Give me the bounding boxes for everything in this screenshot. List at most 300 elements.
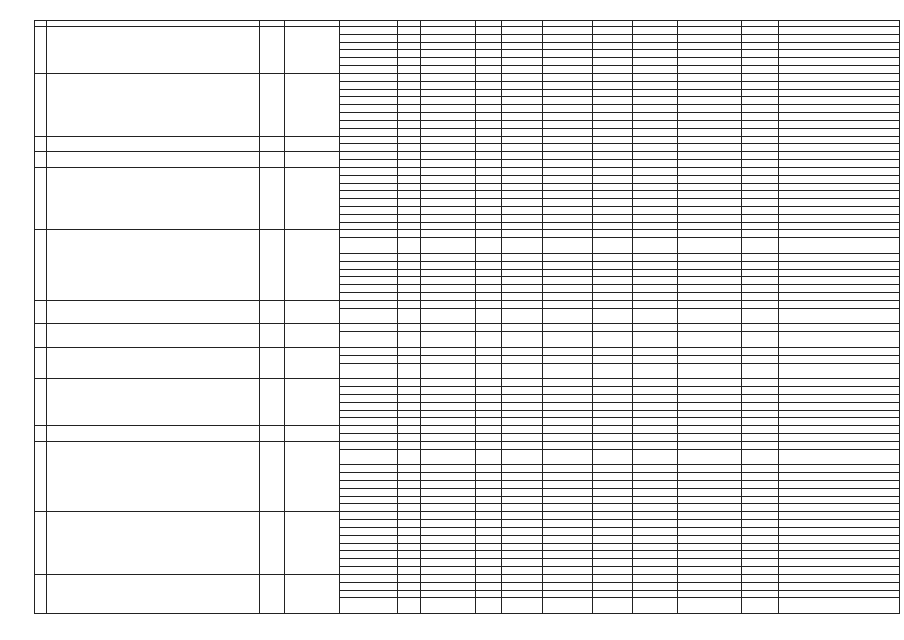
record-area-71 bbox=[286, 511, 337, 574]
record-address-64 bbox=[48, 229, 257, 299]
cell-row63-4-col11 bbox=[594, 190, 630, 198]
cell-row71-8-col11 bbox=[594, 566, 630, 574]
cell-row60-1-col6 bbox=[399, 73, 418, 81]
cell-row60-3-col12 bbox=[634, 89, 675, 97]
cell-row70-5-col13 bbox=[679, 480, 739, 488]
cell-row61-2-col12 bbox=[634, 143, 675, 151]
cell-row71-6-col14 bbox=[743, 550, 776, 558]
record-area-59 bbox=[286, 26, 337, 73]
record-number-65 bbox=[36, 300, 44, 323]
cell-row60-2-col12 bbox=[634, 81, 675, 89]
cell-row70-1-col10 bbox=[544, 441, 590, 449]
cell-row67-2-col11 bbox=[594, 355, 630, 363]
cell-row60-2-col10 bbox=[544, 81, 590, 89]
cell-row71-2-col15 bbox=[780, 519, 897, 527]
cell-row63-8-col5 bbox=[341, 222, 395, 230]
cell-row68-5-col13 bbox=[679, 410, 739, 418]
cell-row64-5-col15 bbox=[780, 269, 897, 277]
cell-row67-1-col12 bbox=[634, 347, 675, 355]
cell-row63-5-col15 bbox=[780, 198, 897, 206]
cell-row67-3-col5 bbox=[341, 363, 395, 379]
cell-row71-2-col8 bbox=[477, 519, 499, 527]
cell-row60-5-col12 bbox=[634, 104, 675, 112]
cell-row72-1-col13 bbox=[679, 574, 739, 582]
cell-row67-3-col7 bbox=[422, 363, 473, 379]
cell-row65-2-col10 bbox=[544, 308, 590, 324]
cell-row62-1-col8 bbox=[477, 151, 499, 159]
cell-row72-3-col13 bbox=[679, 590, 739, 598]
cell-row63-2-col5 bbox=[341, 175, 395, 183]
cell-row68-3-col15 bbox=[780, 394, 897, 402]
cell-row64-1-col10 bbox=[544, 229, 590, 237]
cell-row59-3-col11 bbox=[594, 42, 630, 50]
cell-row72-1-col8 bbox=[477, 574, 499, 582]
record-area-64 bbox=[286, 229, 337, 299]
cell-row59-3-col15 bbox=[780, 42, 897, 50]
cell-row59-4-col11 bbox=[594, 49, 630, 57]
record-address-71 bbox=[48, 511, 257, 574]
cell-row68-4-col11 bbox=[594, 402, 630, 410]
cell-row64-6-col15 bbox=[780, 276, 897, 284]
cell-row61-2-col8 bbox=[477, 143, 499, 151]
cell-row63-8-col12 bbox=[634, 222, 675, 230]
cell-row66-2-col12 bbox=[634, 331, 675, 347]
cell-row71-1-col13 bbox=[679, 511, 739, 519]
cell-row65-2-col12 bbox=[634, 308, 675, 324]
cell-row69-1-col9 bbox=[503, 425, 540, 433]
cell-row67-1-col9 bbox=[503, 347, 540, 355]
cell-row59-1-col12 bbox=[634, 26, 675, 34]
cell-row62-2-col13 bbox=[679, 159, 739, 167]
cell-row62-1-col13 bbox=[679, 151, 739, 159]
cell-row68-5-col11 bbox=[594, 410, 630, 418]
cell-row61-1-col5 bbox=[341, 136, 395, 144]
cell-row71-2-col14 bbox=[743, 519, 776, 527]
cell-row60-7-col15 bbox=[780, 120, 897, 128]
cell-row59-1-col11 bbox=[594, 26, 630, 34]
cell-row64-1-col14 bbox=[743, 229, 776, 237]
cell-row68-6-col15 bbox=[780, 417, 897, 425]
cell-row59-4-col14 bbox=[743, 49, 776, 57]
record-flats-67 bbox=[261, 347, 282, 378]
cell-row63-8-col15 bbox=[780, 222, 897, 230]
cell-row60-8-col14 bbox=[743, 128, 776, 136]
cell-row63-6-col10 bbox=[544, 206, 590, 214]
record-address-63 bbox=[48, 167, 257, 230]
cell-row63-3-col14 bbox=[743, 183, 776, 191]
cell-row64-2-col14 bbox=[743, 237, 776, 253]
cell-row60-2-col11 bbox=[594, 81, 630, 89]
cell-row64-4-col15 bbox=[780, 261, 897, 269]
cell-row71-1-col10 bbox=[544, 511, 590, 519]
cell-row72-3-col11 bbox=[594, 590, 630, 598]
cell-row68-5-col14 bbox=[743, 410, 776, 418]
cell-row70-6-col12 bbox=[634, 488, 675, 496]
cell-row68-5-col15 bbox=[780, 410, 897, 418]
cell-row64-7-col15 bbox=[780, 284, 897, 292]
cell-row63-5-col14 bbox=[743, 198, 776, 206]
cell-row70-3-col8 bbox=[477, 464, 499, 472]
cell-row60-3-col11 bbox=[594, 89, 630, 97]
cell-row66-2-col11 bbox=[594, 331, 630, 347]
cell-row68-2-col10 bbox=[544, 386, 590, 394]
cell-row72-2-col15 bbox=[780, 582, 897, 590]
cell-row59-1-col13 bbox=[679, 26, 739, 34]
cell-row71-5-col10 bbox=[544, 543, 590, 551]
cell-row71-1-col5 bbox=[341, 511, 395, 519]
cell-row66-2-col15 bbox=[780, 331, 897, 347]
cell-row59-4-col5 bbox=[341, 49, 395, 57]
column-line-1 bbox=[46, 20, 47, 614]
cell-row63-6-col12 bbox=[634, 206, 675, 214]
cell-row63-3-col13 bbox=[679, 183, 739, 191]
record-flats-63 bbox=[261, 167, 282, 230]
cell-row71-1-col14 bbox=[743, 511, 776, 519]
cell-row64-8-col12 bbox=[634, 292, 675, 300]
cell-row63-3-col7 bbox=[422, 183, 473, 191]
cell-row64-4-col12 bbox=[634, 261, 675, 269]
cell-row71-5-col11 bbox=[594, 543, 630, 551]
cell-row62-2-col15 bbox=[780, 159, 897, 167]
cell-row69-1-col8 bbox=[477, 425, 499, 433]
column-header-9 bbox=[503, 20, 540, 26]
cell-row67-1-col15 bbox=[780, 347, 897, 355]
cell-row70-8-col14 bbox=[743, 503, 776, 511]
cell-row70-8-col13 bbox=[679, 503, 739, 511]
cell-row70-2-col8 bbox=[477, 449, 499, 465]
cell-row69-1-col5 bbox=[341, 425, 395, 433]
cell-row71-6-col13 bbox=[679, 550, 739, 558]
cell-row71-6-col10 bbox=[544, 550, 590, 558]
cell-row72-3-col12 bbox=[634, 590, 675, 598]
cell-row62-2-col12 bbox=[634, 159, 675, 167]
cell-row71-8-col10 bbox=[544, 566, 590, 574]
cell-row59-6-col11 bbox=[594, 65, 630, 73]
cell-row59-6-col5 bbox=[341, 65, 395, 73]
cell-row68-2-col12 bbox=[634, 386, 675, 394]
cell-row65-2-col11 bbox=[594, 308, 630, 324]
cell-row65-1-col15 bbox=[780, 300, 897, 308]
cell-row68-4-col5 bbox=[341, 402, 395, 410]
cell-row72-4-col12 bbox=[634, 597, 675, 613]
cell-row68-2-col14 bbox=[743, 386, 776, 394]
column-line-6 bbox=[420, 20, 421, 614]
cell-row59-6-col14 bbox=[743, 65, 776, 73]
cell-row60-3-col10 bbox=[544, 89, 590, 97]
cell-row60-8-col5 bbox=[341, 128, 395, 136]
cell-row67-2-col8 bbox=[477, 355, 499, 363]
record-flats-66 bbox=[261, 323, 282, 346]
cell-row71-7-col5 bbox=[341, 558, 395, 566]
cell-row72-1-col12 bbox=[634, 574, 675, 582]
cell-row68-1-col8 bbox=[477, 378, 499, 386]
cell-row64-1-col9 bbox=[503, 229, 540, 237]
cell-row62-2-col8 bbox=[477, 159, 499, 167]
record-address-62 bbox=[48, 151, 257, 167]
cell-row65-2-col14 bbox=[743, 308, 776, 324]
record-area-65 bbox=[286, 300, 337, 323]
cell-row60-4-col13 bbox=[679, 96, 739, 104]
cell-row64-2-col5 bbox=[341, 237, 395, 253]
cell-row71-3-col13 bbox=[679, 527, 739, 535]
cell-row68-3-col12 bbox=[634, 394, 675, 402]
cell-row60-5-col5 bbox=[341, 104, 395, 112]
cell-row70-1-col12 bbox=[634, 441, 675, 449]
cell-row71-4-col12 bbox=[634, 535, 675, 543]
cell-row68-3-col5 bbox=[341, 394, 395, 402]
record-address-67 bbox=[48, 347, 257, 378]
cell-row61-1-col6 bbox=[399, 136, 418, 144]
cell-row61-2-col14 bbox=[743, 143, 776, 151]
cell-row65-2-col13 bbox=[679, 308, 739, 324]
cell-row63-3-col6 bbox=[399, 183, 418, 191]
cell-row69-1-col13 bbox=[679, 425, 739, 433]
cell-row63-3-col11 bbox=[594, 183, 630, 191]
cell-row63-1-col7 bbox=[422, 167, 473, 175]
column-line-3 bbox=[284, 20, 285, 614]
cell-row71-1-col15 bbox=[780, 511, 897, 519]
cell-row70-2-col13 bbox=[679, 449, 739, 465]
cell-row63-4-col14 bbox=[743, 190, 776, 198]
cell-row63-5-col12 bbox=[634, 198, 675, 206]
column-line-10 bbox=[592, 20, 593, 614]
cell-row60-3-col15 bbox=[780, 89, 897, 97]
cell-row60-5-col11 bbox=[594, 104, 630, 112]
cell-row71-3-col12 bbox=[634, 527, 675, 535]
cell-row69-2-col8 bbox=[477, 433, 499, 441]
cell-row70-1-col7 bbox=[422, 441, 473, 449]
cell-row64-1-col6 bbox=[399, 229, 418, 237]
cell-row70-2-col12 bbox=[634, 449, 675, 465]
cell-row59-2-col5 bbox=[341, 34, 395, 42]
cell-row67-3-col13 bbox=[679, 363, 739, 379]
cell-row66-2-col14 bbox=[743, 331, 776, 347]
cell-row65-1-col8 bbox=[477, 300, 499, 308]
cell-row71-8-col14 bbox=[743, 566, 776, 574]
cell-row70-1-col5 bbox=[341, 441, 395, 449]
record-number-67 bbox=[36, 347, 44, 378]
cell-row68-4-col13 bbox=[679, 402, 739, 410]
record-flats-70 bbox=[261, 441, 282, 511]
cell-row72-1-col7 bbox=[422, 574, 473, 582]
cell-row70-5-col5 bbox=[341, 480, 395, 488]
cell-row63-2-col11 bbox=[594, 175, 630, 183]
cell-row60-8-col15 bbox=[780, 128, 897, 136]
cell-row66-1-col8 bbox=[477, 323, 499, 331]
cell-row71-6-col5 bbox=[341, 550, 395, 558]
cell-row63-6-col11 bbox=[594, 206, 630, 214]
cell-row60-6-col14 bbox=[743, 112, 776, 120]
cell-row68-6-col11 bbox=[594, 417, 630, 425]
cell-row68-2-col11 bbox=[594, 386, 630, 394]
cell-row60-2-col9 bbox=[503, 81, 540, 89]
cell-row70-3-col5 bbox=[341, 464, 395, 472]
cell-row60-8-col11 bbox=[594, 128, 630, 136]
cell-row60-5-col15 bbox=[780, 104, 897, 112]
cell-row64-5-col10 bbox=[544, 269, 590, 277]
cell-row61-2-col6 bbox=[399, 143, 418, 151]
cell-row70-5-col10 bbox=[544, 480, 590, 488]
cell-row67-1-col7 bbox=[422, 347, 473, 355]
cell-row63-1-col9 bbox=[503, 167, 540, 175]
cell-row68-4-col12 bbox=[634, 402, 675, 410]
column-line-2 bbox=[259, 20, 260, 614]
cell-row63-8-col13 bbox=[679, 222, 739, 230]
cell-row65-1-col14 bbox=[743, 300, 776, 308]
cell-row60-6-col5 bbox=[341, 112, 395, 120]
cell-row72-2-col9 bbox=[503, 582, 540, 590]
cell-row69-2-col12 bbox=[634, 433, 675, 441]
record-flats-68 bbox=[261, 378, 282, 425]
cell-row59-6-col10 bbox=[544, 65, 590, 73]
cell-row60-3-col6 bbox=[399, 89, 418, 97]
cell-row64-3-col13 bbox=[679, 253, 739, 261]
column-line-8 bbox=[501, 20, 502, 614]
cell-row71-6-col11 bbox=[594, 550, 630, 558]
record-area-69 bbox=[286, 425, 337, 441]
cell-row64-1-col8 bbox=[477, 229, 499, 237]
cell-row60-3-col8 bbox=[477, 89, 499, 97]
cell-row65-1-col10 bbox=[544, 300, 590, 308]
cell-row66-1-col5 bbox=[341, 323, 395, 331]
cell-row70-3-col7 bbox=[422, 464, 473, 472]
cell-row60-8-col13 bbox=[679, 128, 739, 136]
cell-row68-4-col14 bbox=[743, 402, 776, 410]
cell-row59-1-col7 bbox=[422, 26, 473, 34]
cell-row72-1-col15 bbox=[780, 574, 897, 582]
cell-row60-1-col12 bbox=[634, 73, 675, 81]
cell-row59-4-col12 bbox=[634, 49, 675, 57]
cell-row64-4-col5 bbox=[341, 261, 395, 269]
cell-row62-2-col6 bbox=[399, 159, 418, 167]
cell-row64-6-col14 bbox=[743, 276, 776, 284]
cell-row69-2-col14 bbox=[743, 433, 776, 441]
cell-row60-2-col15 bbox=[780, 81, 897, 89]
cell-row67-1-col6 bbox=[399, 347, 418, 355]
cell-row60-3-col5 bbox=[341, 89, 395, 97]
cell-row69-1-col7 bbox=[422, 425, 473, 433]
cell-row62-1-col14 bbox=[743, 151, 776, 159]
cell-row72-2-col5 bbox=[341, 582, 395, 590]
cell-row71-3-col10 bbox=[544, 527, 590, 535]
cell-row59-3-col13 bbox=[679, 42, 739, 50]
column-line-7 bbox=[475, 20, 476, 614]
cell-row70-3-col11 bbox=[594, 464, 630, 472]
record-number-64 bbox=[36, 229, 44, 299]
cell-row64-2-col13 bbox=[679, 237, 739, 253]
cell-row63-4-col15 bbox=[780, 190, 897, 198]
cell-row71-4-col14 bbox=[743, 535, 776, 543]
cell-row60-4-col12 bbox=[634, 96, 675, 104]
cell-row70-3-col13 bbox=[679, 464, 739, 472]
cell-row66-1-col13 bbox=[679, 323, 739, 331]
record-number-68 bbox=[36, 378, 44, 425]
record-address-61 bbox=[48, 136, 257, 152]
cell-row60-1-col14 bbox=[743, 73, 776, 81]
record-address-65 bbox=[48, 300, 257, 323]
cell-row63-2-col10 bbox=[544, 175, 590, 183]
cell-row72-4-col8 bbox=[477, 597, 499, 613]
cell-row64-4-col13 bbox=[679, 261, 739, 269]
cell-row59-2-col12 bbox=[634, 34, 675, 42]
cell-row62-1-col5 bbox=[341, 151, 395, 159]
cell-row71-2-col7 bbox=[422, 519, 473, 527]
cell-row68-3-col10 bbox=[544, 394, 590, 402]
cell-row71-2-col5 bbox=[341, 519, 395, 527]
cell-row60-8-col12 bbox=[634, 128, 675, 136]
cell-row71-3-col14 bbox=[743, 527, 776, 535]
cell-row60-1-col7 bbox=[422, 73, 473, 81]
cell-row64-8-col13 bbox=[679, 292, 739, 300]
cell-row68-3-col14 bbox=[743, 394, 776, 402]
cell-row72-3-col5 bbox=[341, 590, 395, 598]
cell-row63-7-col12 bbox=[634, 214, 675, 222]
cell-row69-1-col10 bbox=[544, 425, 590, 433]
cell-row68-2-col13 bbox=[679, 386, 739, 394]
cell-row66-2-col6 bbox=[399, 331, 418, 347]
cell-row64-3-col12 bbox=[634, 253, 675, 261]
cell-row71-1-col12 bbox=[634, 511, 675, 519]
record-area-67 bbox=[286, 347, 337, 378]
record-address-70 bbox=[48, 441, 257, 511]
cell-row69-2-col7 bbox=[422, 433, 473, 441]
cell-row63-7-col11 bbox=[594, 214, 630, 222]
cell-row70-5-col15 bbox=[780, 480, 897, 488]
cell-row71-1-col7 bbox=[422, 511, 473, 519]
cell-row63-6-col5 bbox=[341, 206, 395, 214]
cell-row71-5-col12 bbox=[634, 543, 675, 551]
cell-row71-2-col9 bbox=[503, 519, 540, 527]
cell-row63-2-col6 bbox=[399, 175, 418, 183]
record-area-70 bbox=[286, 441, 337, 511]
cell-row72-4-col13 bbox=[679, 597, 739, 613]
record-address-59 bbox=[48, 26, 257, 73]
cell-row62-1-col7 bbox=[422, 151, 473, 159]
cell-row68-1-col10 bbox=[544, 378, 590, 386]
cell-row68-3-col11 bbox=[594, 394, 630, 402]
cell-row71-7-col10 bbox=[544, 558, 590, 566]
cell-row60-1-col5 bbox=[341, 73, 395, 81]
cell-row64-1-col7 bbox=[422, 229, 473, 237]
cell-row69-1-col14 bbox=[743, 425, 776, 433]
cell-row64-1-col5 bbox=[341, 229, 395, 237]
cell-row59-5-col13 bbox=[679, 57, 739, 65]
cell-row60-2-col14 bbox=[743, 81, 776, 89]
cell-row63-1-col15 bbox=[780, 167, 897, 175]
cell-row64-3-col6 bbox=[399, 253, 418, 261]
cell-row67-3-col6 bbox=[399, 363, 418, 379]
cell-row72-3-col15 bbox=[780, 590, 897, 598]
cell-row70-7-col12 bbox=[634, 496, 675, 504]
cell-row64-4-col14 bbox=[743, 261, 776, 269]
cell-row71-3-col8 bbox=[477, 527, 499, 535]
cell-row63-2-col9 bbox=[503, 175, 540, 183]
record-address-72 bbox=[48, 574, 257, 613]
cell-row71-3-col15 bbox=[780, 527, 897, 535]
cell-row71-5-col15 bbox=[780, 543, 897, 551]
cell-row65-2-col5 bbox=[341, 308, 395, 324]
cell-row66-1-col7 bbox=[422, 323, 473, 331]
cell-row67-2-col12 bbox=[634, 355, 675, 363]
cell-row64-1-col13 bbox=[679, 229, 739, 237]
cell-row69-1-col6 bbox=[399, 425, 418, 433]
record-number-66 bbox=[36, 323, 44, 346]
cell-row62-1-col12 bbox=[634, 151, 675, 159]
cell-row72-3-col8 bbox=[477, 590, 499, 598]
cell-row60-5-col14 bbox=[743, 104, 776, 112]
cell-row69-2-col9 bbox=[503, 433, 540, 441]
cell-row68-4-col15 bbox=[780, 402, 897, 410]
